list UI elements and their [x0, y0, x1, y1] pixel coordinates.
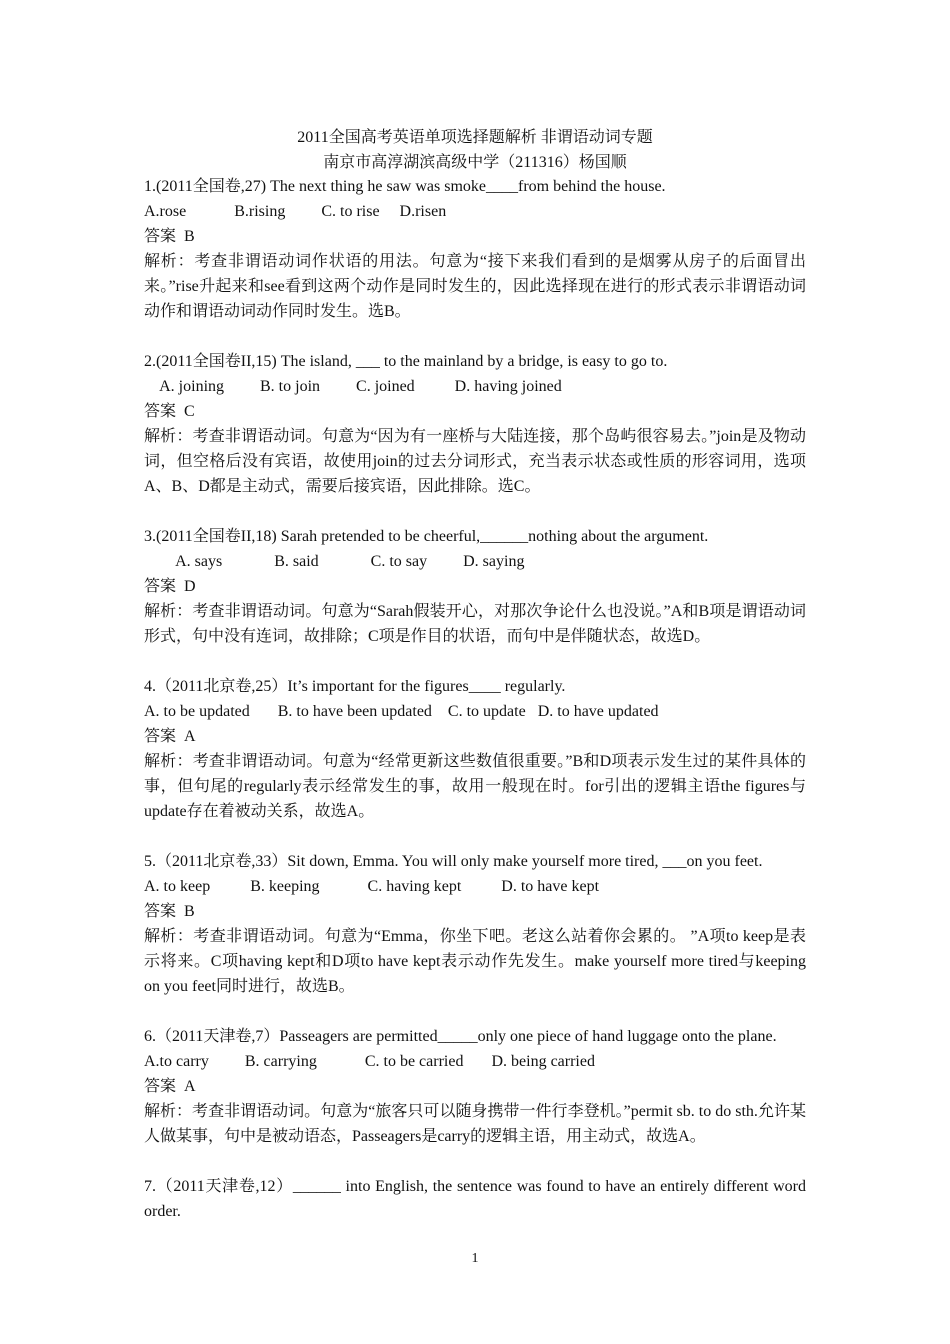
- question-analysis: 解析：考查非谓语动词。句意为“因为有一座桥与大陆连接，那个岛屿很容易去。”join是及物动词，但空格后没有宾语，故使用join的过去分词形式，充当表示状态或性质的形容词用，选项A、B、D都是主动式，需要后接宾语，因此排除。选C。: [144, 428, 806, 495]
- question-analysis: 解析：考查非谓语动词。句意为“旅客只可以随身携带一件行李登机。”permit sb. to do sth.允许某人做某事，句中是被动语态，Passeagers是carry的逻辑主语，用主动式，故选A。: [144, 1103, 806, 1145]
- spacer: [144, 824, 806, 849]
- spacer: [144, 999, 806, 1024]
- question-analysis: 解析：考查非谓语动词。句意为“Emma，你坐下吧。老这么站着你会累的。 ”A项to keep是表示将来。C项having kept和D项to have kept表示动作先发生。make yourself more tired与keeping on you feet同时进行，故选B。: [144, 928, 806, 995]
- question-2: [144, 349, 806, 499]
- question-options: A. joining B. to join C. joined D. having joined: [144, 378, 562, 395]
- question-stem: 6.（2011天津卷,7）Passeagers are permitted_____only one piece of hand luggage onto the plane.: [144, 1028, 777, 1045]
- question-6: [144, 1024, 806, 1149]
- document-title: 2011全国高考英语单项选择题解析 非谓语动词专题: [297, 129, 653, 146]
- question-analysis: 解析：考查非谓语动词作状语的用法。句意为“接下来我们看到的是烟雾从房子的后面冒出来。”rise升起来和see看到这两个动作是同时发生的，因此选择现在进行的形式表示非谓语动词动作和谓语动词动作同时发生。选B。: [144, 253, 806, 320]
- question-answer: 答案 A: [144, 728, 196, 745]
- question-analysis: 解析：考查非谓语动词。句意为“Sarah假装开心，对那次争论什么也没说。”A和B项是谓语动词形式，句中没有连词，故排除；C项是作目的状语，而句中是伴随状态，故选D。: [144, 603, 806, 645]
- question-list: [144, 174, 806, 1224]
- question-stem: 5.（2011北京卷,33）Sit down, Emma. You will only make yourself more tired, ___on you feet.: [144, 853, 763, 870]
- question-options: A. to keep B. keeping C. having kept D. to have kept: [144, 878, 600, 895]
- question-stem: 3.(2011全国卷II,18) Sarah pretended to be cheerful,______nothing about the argument.: [144, 528, 709, 545]
- question-answer: 答案 C: [144, 403, 195, 420]
- question-options: A. to be updated B. to have been updated C. to update D. to have updated: [144, 703, 659, 720]
- spacer: [144, 649, 806, 674]
- document-subtitle: 南京市高淳湖滨高级中学（211316）杨国顺: [323, 154, 627, 171]
- question-answer: 答案 A: [144, 1078, 196, 1095]
- spacer: [144, 1149, 806, 1174]
- question-stem: 1.(2011全国卷,27) The next thing he saw was smoke____from behind the house.: [144, 178, 666, 195]
- question-analysis: 解析：考查非谓语动词。句意为“经常更新这些数值很重要。”B和D项表示发生过的某件具体的事，但句尾的regularly表示经常发生的事，故用一般现在时。for引出的逻辑主语the figures与update存在着被动关系，故选A。: [144, 753, 806, 820]
- question-answer: 答案 D: [144, 578, 196, 595]
- question-3: [144, 524, 806, 649]
- page-number: 1: [471, 1251, 479, 1266]
- question-5: [144, 849, 806, 999]
- question-stem: 7.（2011天津卷,12）______ into English, the sentence was found to have an entirely different word order.: [144, 1178, 806, 1220]
- spacer: [144, 324, 806, 349]
- question-stem: 4.（2011北京卷,25）It’s important for the figures____ regularly.: [144, 678, 566, 695]
- question-1: [144, 174, 806, 324]
- question-stem: 2.(2011全国卷II,15) The island, ___ to the mainland by a bridge, is easy to go to.: [144, 353, 668, 370]
- question-answer: 答案 B: [144, 228, 195, 245]
- question-options: A.rose B.rising C. to rise D.risen: [144, 203, 447, 220]
- question-7: [144, 1174, 806, 1224]
- question-answer: 答案 B: [144, 903, 195, 920]
- question-options: A.to carry B. carrying C. to be carried D. being carried: [144, 1053, 595, 1070]
- question-options: A. says B. said C. to say D. saying: [144, 553, 525, 570]
- question-4: [144, 674, 806, 824]
- spacer: [144, 499, 806, 524]
